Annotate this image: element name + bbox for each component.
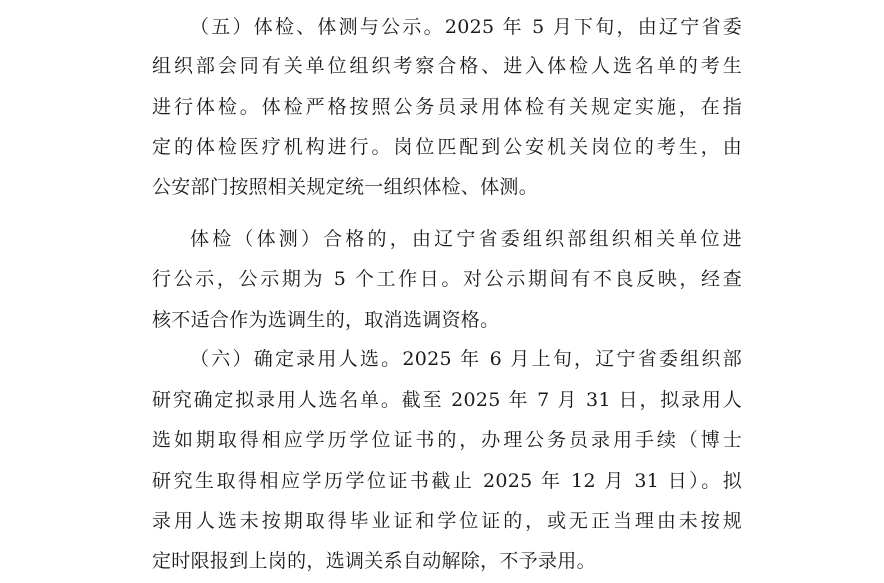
text-line: 录用人选未按期取得毕业证和学位证的，或无正当理由未按规 bbox=[152, 510, 742, 532]
text-line: 定的体检医疗机构进行。岗位匹配到公安机关岗位的考生，由 bbox=[152, 136, 742, 158]
text-line: 研究生取得相应学历学位证书截止 2025 年 12 月 31 日）。拟 bbox=[152, 470, 742, 492]
text-line: 公安部门按照相关规定统一组织体检、体测。 bbox=[152, 176, 539, 198]
text-line: 行公示，公示期为 5 个工作日。对公示期间有不良反映，经查 bbox=[152, 268, 742, 290]
text-line: 组织部会同有关单位组织考察合格、进入体检人选名单的考生 bbox=[152, 55, 742, 77]
text-line: 研究确定拟录用人选名单。截至 2025 年 7 月 31 日，拟录用人 bbox=[152, 389, 742, 411]
text-line: 定时限报到上岗的，选调关系自动解除，不予录用。 bbox=[152, 550, 596, 572]
text-line: 体检（体测）合格的，由辽宁省委组织部组织相关单位进 bbox=[190, 228, 742, 250]
text-line: 进行体检。体检严格按照公务员录用体检有关规定实施，在指 bbox=[152, 96, 742, 118]
text-line: 选如期取得相应学历学位证书的，办理公务员录用手续（博士 bbox=[152, 429, 742, 451]
text-line: 核不适合作为选调生的，取消选调资格。 bbox=[152, 309, 500, 331]
text-line: （六）确定录用人选。2025 年 6 月上旬，辽宁省委组织部 bbox=[190, 348, 742, 370]
text-line: （五）体检、体测与公示。2025 年 5 月下旬，由辽宁省委 bbox=[190, 16, 742, 38]
